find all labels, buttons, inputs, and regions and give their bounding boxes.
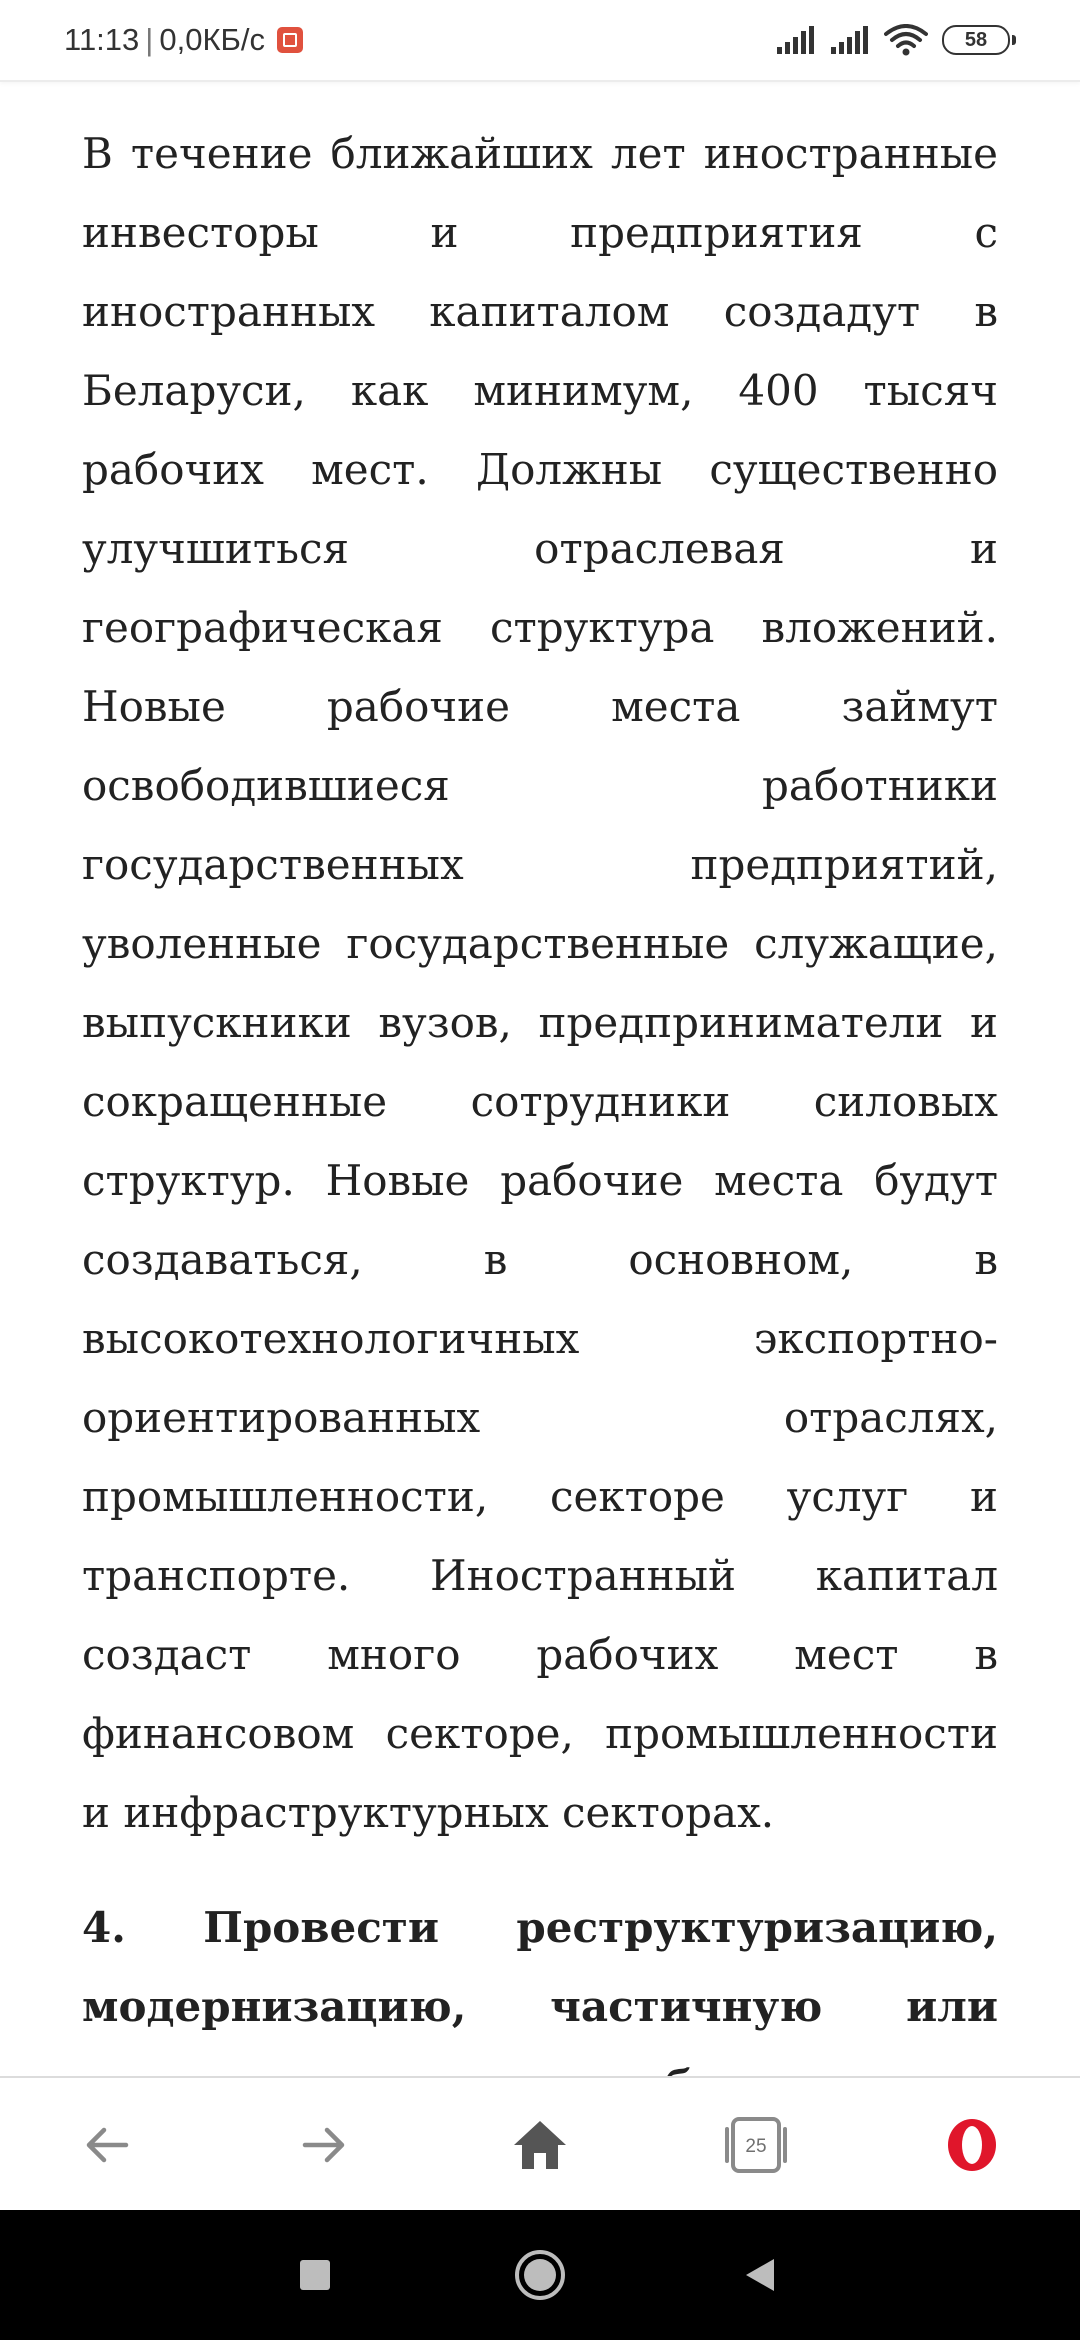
recent-apps-icon bbox=[297, 2257, 333, 2293]
signal-strength-icon bbox=[776, 25, 816, 55]
recent-apps-button[interactable] bbox=[255, 2210, 375, 2340]
home-icon bbox=[510, 2117, 570, 2173]
status-time: 11:13 bbox=[64, 22, 140, 57]
back-arrow-icon bbox=[80, 2117, 136, 2173]
forward-button[interactable] bbox=[263, 2078, 383, 2212]
home-button[interactable] bbox=[480, 2078, 600, 2212]
opera-menu-icon bbox=[942, 2115, 1002, 2175]
status-left bbox=[64, 0, 303, 80]
back-triangle-icon bbox=[740, 2255, 780, 2295]
battery-tip bbox=[1012, 35, 1016, 45]
status-separator: | bbox=[145, 22, 154, 57]
status-bar bbox=[0, 0, 1080, 82]
tabs-icon bbox=[721, 2115, 791, 2175]
wifi-icon bbox=[884, 24, 928, 56]
notification-app-icon bbox=[277, 27, 303, 53]
battery-level: 58 bbox=[942, 25, 1010, 55]
network-speed: 0,0КБ/с bbox=[159, 22, 265, 57]
battery-icon bbox=[942, 25, 1016, 55]
section-heading: 4. Провести реструктуризацию, модернизацию, частичную или bbox=[82, 1903, 998, 2031]
signal-strength-icon bbox=[830, 25, 870, 55]
status-right bbox=[776, 0, 1016, 80]
system-back-button[interactable] bbox=[700, 2210, 820, 2340]
back-button[interactable] bbox=[48, 2078, 168, 2212]
article-content bbox=[82, 114, 998, 2125]
forward-arrow-icon bbox=[295, 2117, 351, 2173]
system-nav-bar bbox=[0, 2210, 1080, 2340]
home-circle-icon bbox=[512, 2247, 568, 2303]
system-home-button[interactable] bbox=[480, 2210, 600, 2340]
article-paragraph: В течение ближайших лет иностранные инвесторы и предприятия с иностранных капиталом создадут в Беларуси, как минимум, 400 тысяч рабочих мест. Должны существенно улучшиться отраслевая и географическая структура вложений. Новые рабочие места займут освободившиеся работники государственных предприятий, уволенные государственные служащие, выпускники вузов, предприниматели и сокращенные сотрудники силовых структур. Новые рабочие места будут создаваться, в основном, в высокотехнологичных экспортно-ориентированных отраслях, промышленности, секторе услуг и транспорте. Иностранный капитал создаст много рабочих мест в финансовом секторе, промышленности и инфраструктурных секторах. bbox=[82, 129, 998, 1837]
tabs-count: 25 bbox=[745, 2136, 767, 2157]
opera-menu-button[interactable] bbox=[912, 2078, 1032, 2212]
browser-toolbar bbox=[0, 2076, 1080, 2212]
tabs-button[interactable] bbox=[696, 2078, 816, 2212]
